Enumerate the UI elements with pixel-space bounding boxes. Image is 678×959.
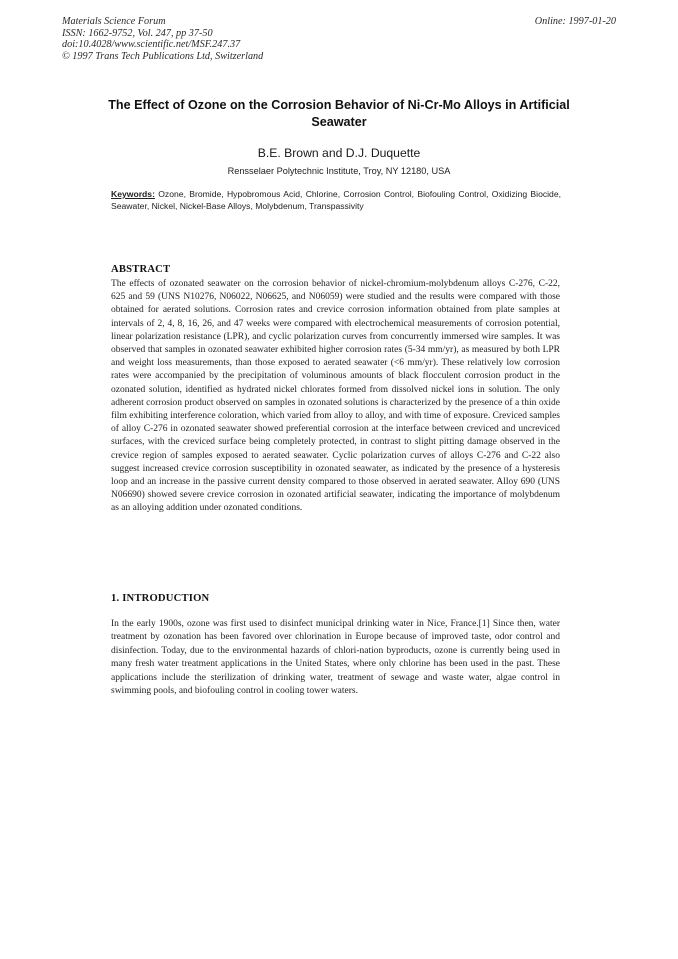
keywords-list: Ozone, Bromide, Hypobromous Acid, Chlorine, Corrosion Control, Biofouling Control, Oxidizing Biocide, Seawater, Nickel, Nickel-Base Alloys, Molybdenum, Transpassivity	[111, 189, 561, 212]
author-affiliation: Rensselaer Polytechnic Institute, Troy, NY 12180, USA	[227, 166, 451, 176]
online-date: Online: 1997-01-20	[534, 16, 616, 27]
journal-header	[62, 16, 263, 62]
paper-title: The Effect of Ozone on the Corrosion Behavior of Ni-Cr-Mo Alloys in Artificial Seawater	[108, 98, 570, 129]
paper-authors: B.E. Brown and D.J. Duquette	[257, 146, 421, 160]
issn-line: ISSN: 1662-9752, Vol. 247, pp 37-50	[62, 27, 213, 39]
abstract-heading: ABSTRACT	[111, 264, 171, 275]
copyright-line: © 1997 Trans Tech Publications Ltd, Switzerland	[62, 50, 264, 62]
doi-line: doi:10.4028/www.scientific.net/MSF.247.37	[62, 39, 241, 51]
journal-name: Materials Science Forum	[62, 16, 166, 27]
keywords-label: Keywords:	[111, 189, 155, 199]
abstract-text: The effects of ozonated seawater on the corrosion behavior of nickel-chromium-molybdenum alloys C-276, C-22, 625 and 59 (UNS N10276, N06022, N06625, and N06059) were studied and the results were compared with those obtained for aerated solutions. Corrosion rates and crevice corrosion information obtained from plate samples at intervals of 2, 4, 8, 16, 26, and 47 weeks were compared with electrochemical measurements of corrosion potential, linear polarization resistance (LPR), and cyclic polarization curves from concurrently immersed wire samples. It was observed that samples in ozonated seawater exhibited higher corrosion rates (5-34 mm/yr), as measured by both LPR and weight loss measurements, than those exposed to aerated seawater (<6 mm/yr). These relatively low corrosion rates were accompanied by the precipitation of voluminous amounts of black flocculent corrosion product in the ozonated solution, identified as hydrated nickel chlorates formed from dissolved nickel ions in solution. The only adherent corrosion product observed on samples in ozonated solutions is characterized by the presence of a thin oxide film exhibiting interference coloration, which varied from alloy to alloy, and with time of exposure. Creviced samples of alloy C-276 in ozonated seawater showed preferential corrosion at the interface between creviced and uncreviced surfaces, with the creviced surface being completely protected, in contrast to slight pitting damage observed in the crevice region of samples exposed to aerated seawater. Cyclic polarization curves of alloys C-276 and C-22 also suggest increased crevice corrosion susceptibility in ozonated seawater, as indicated by the presence of a hysteresis loop and an increase in the passive current density compared to those observed in aerated seawater. Alloy 690 (UNS N06690) showed severe crevice corrosion in ozonated artificial seawater, indicating the importance of molybdenum as an alloying addition under ozonated conditions.	[111, 279, 560, 514]
introduction-text: In the early 1900s, ozone was first used to disinfect municipal drinking water in Nice, France.[1] Since then, water treatment by ozonation has been favored over chlorination in Europe because of improved taste, odor control and disinfection. Today, due to the environmental hazards of chlori-nation byproducts, ozone is currently being used in many fresh water treatment applications in the United States, where only chlorine has been used in the past. These applications include the sterilization of drinking water, treatment of sewage and waste water, algae control in swimming pools, and biofouling control in cooling tower waters.	[111, 619, 560, 697]
introduction-heading: 1. INTRODUCTION	[111, 593, 210, 604]
keywords-block	[111, 188, 561, 212]
